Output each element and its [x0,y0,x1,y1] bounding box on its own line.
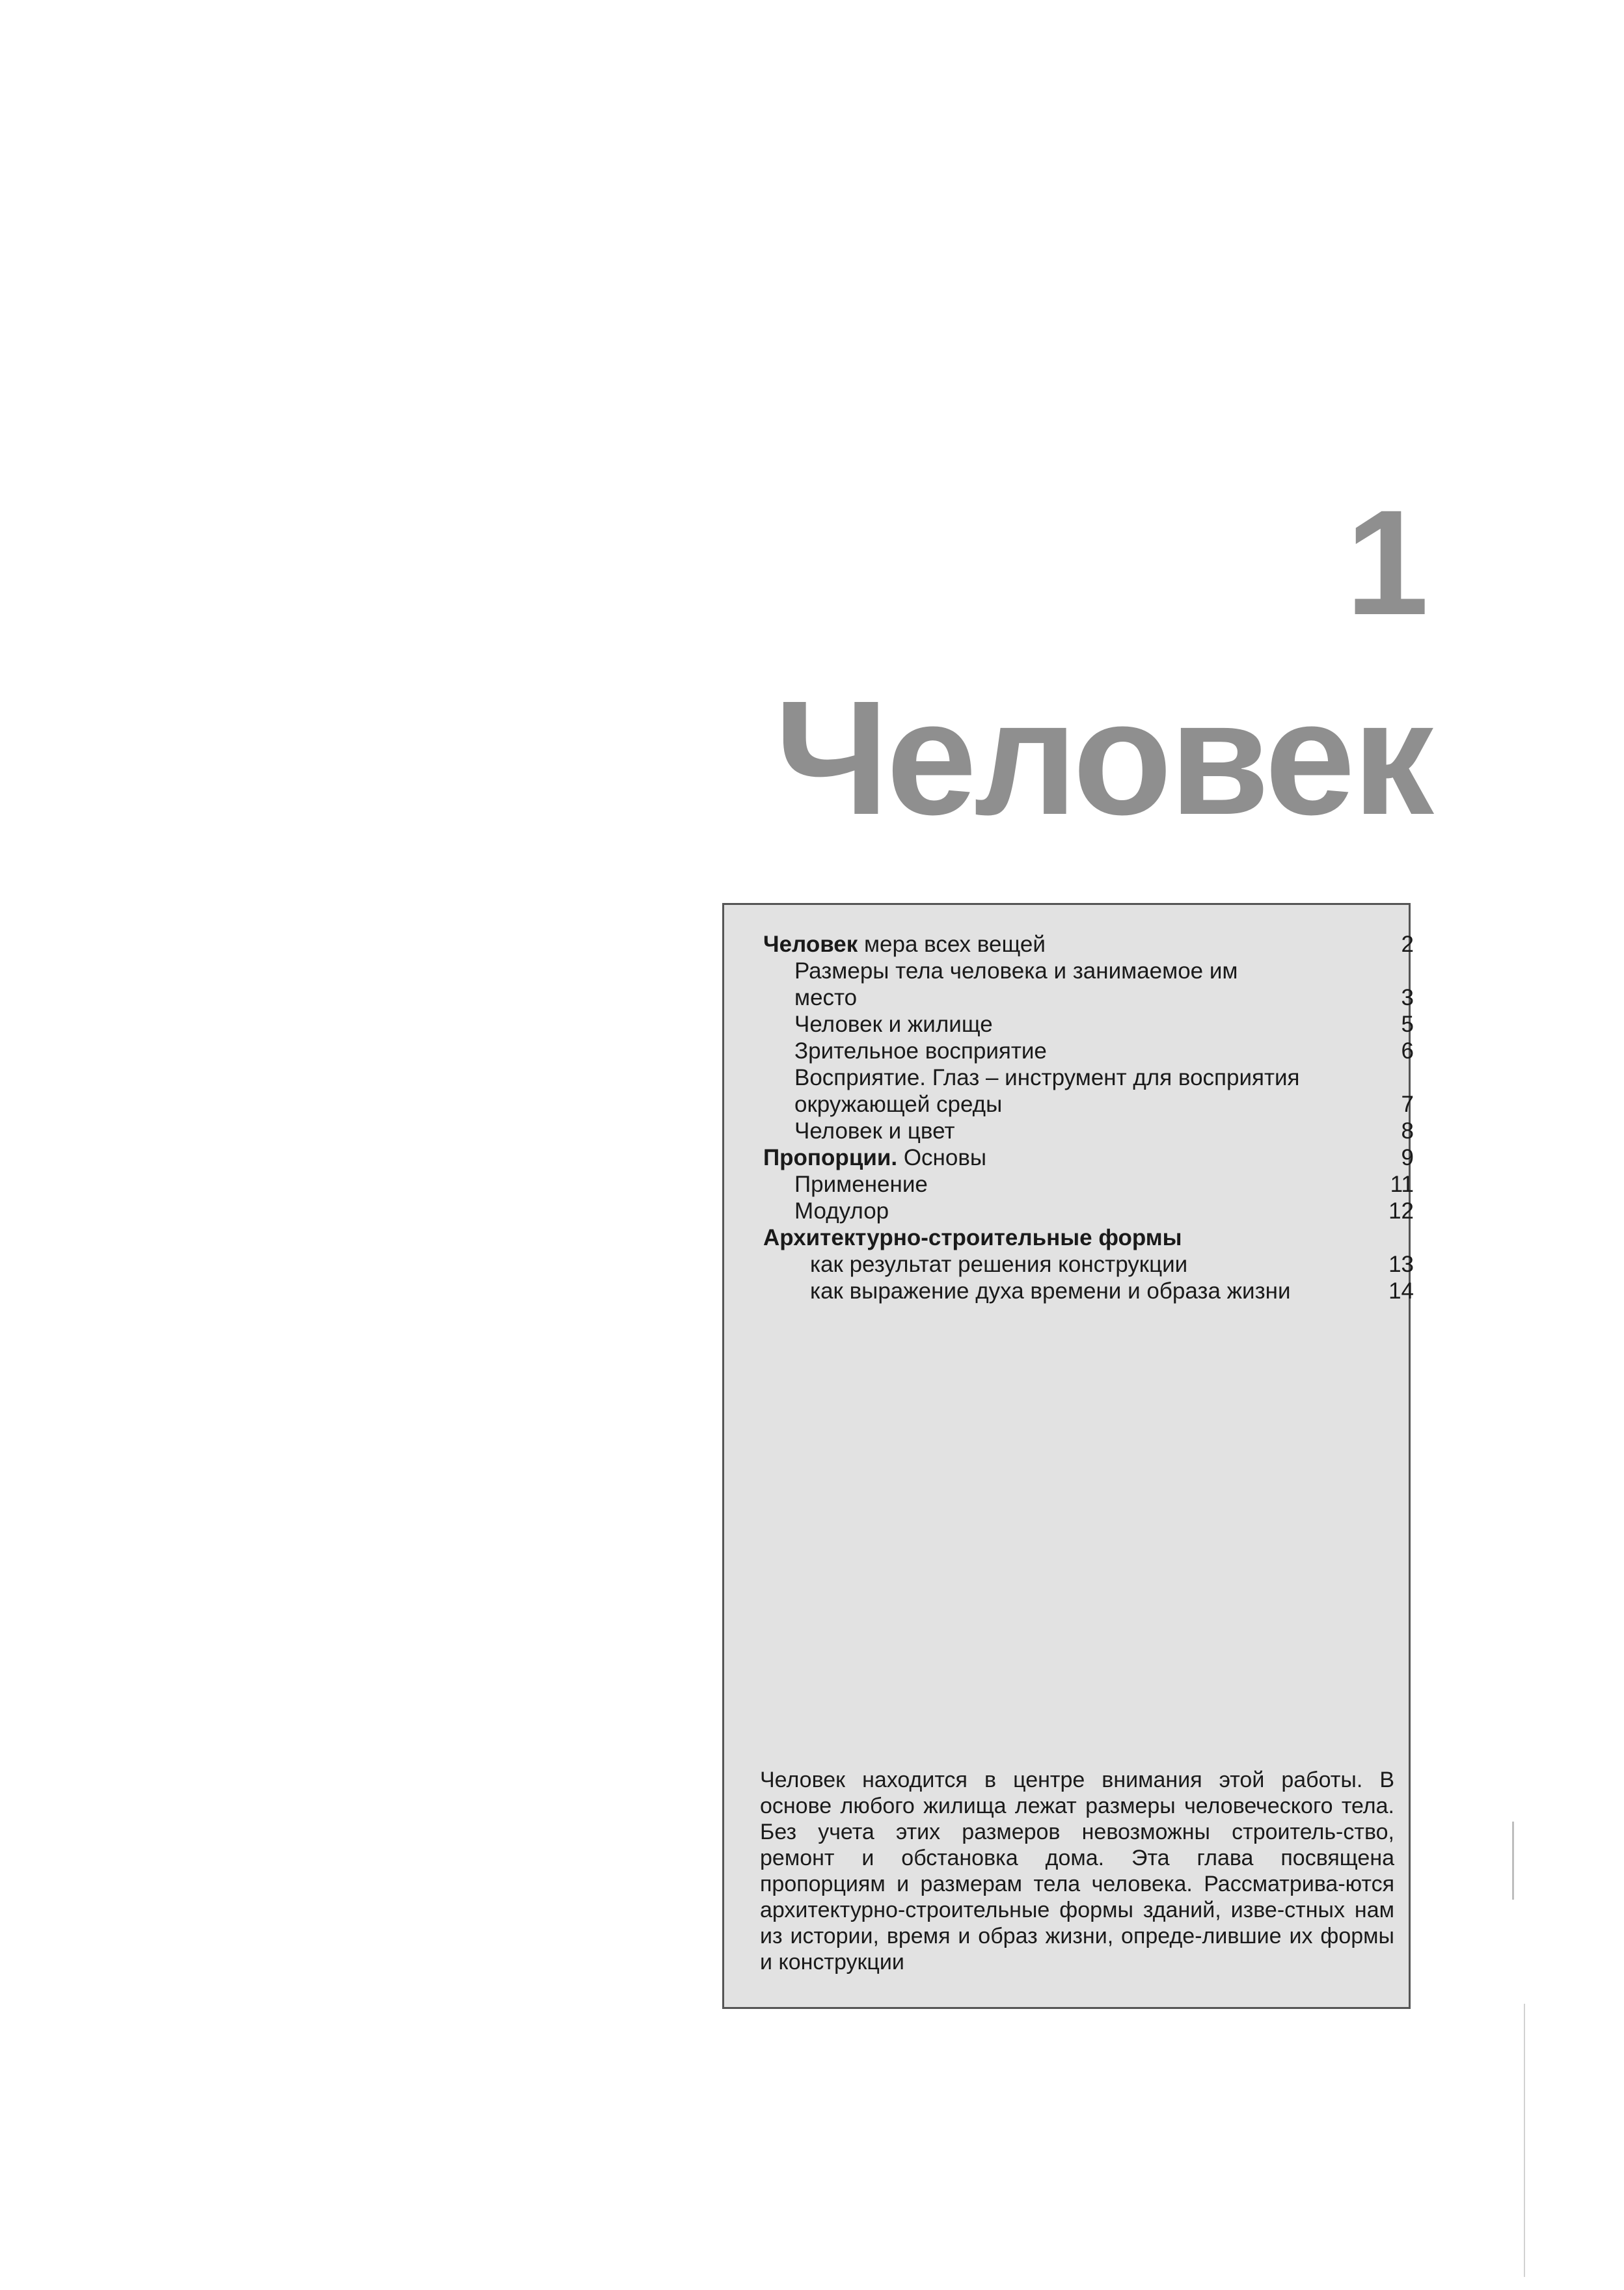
toc-entry-label: Модулор [794,1198,889,1224]
chapter-intro-paragraph: Человек находится в центре внимания этой работы. В основе любого жилища лежат размеры человеческого тела. Без учета этих размеров невозможны строитель-ство, ремонт и обстановка дома. Эта глава посвящена пропорциям и размерам тела человека. Рассматрива-ются архитектурно-строительные формы зданий, изве-стных нам из истории, время и образ жизни, опреде-лившие их формы и конструкции [760,1768,1394,1974]
toc-page-number: 8 [1401,1118,1414,1144]
toc-page-number: 11 [1390,1172,1414,1197]
toc-entry [763,1064,1414,1091]
toc-page-number: 2 [1401,932,1414,957]
toc-entry [763,1118,1414,1144]
toc-heading: Архитектурно-строительные формы [763,1225,1182,1250]
toc-entry-label: Зрительное восприятие [794,1038,1047,1064]
toc-entry [763,1171,1414,1198]
toc-entry [763,1251,1414,1278]
toc-page-number: 14 [1388,1278,1414,1304]
toc-entry-label: как результат решения конструкции [810,1252,1188,1277]
toc-page-number: 5 [1401,1012,1414,1037]
toc-heading-rest: Основы [897,1145,987,1170]
toc-heading: Пропорции. [763,1145,898,1170]
toc-entry-label: место [794,985,858,1010]
contents-box [722,903,1414,2009]
toc-entry [763,1198,1414,1224]
toc-entry [763,958,1414,984]
toc-entry [763,984,1414,1011]
scan-edge-mark [1512,1822,1514,1900]
table-of-contents [763,931,1414,1304]
chapter-title: Человек [774,667,1431,848]
toc-page-number: 12 [1388,1198,1414,1224]
toc-entry [763,1011,1414,1038]
toc-page-number: 13 [1388,1252,1414,1277]
toc-entry [763,1144,1414,1171]
toc-entry [763,931,1414,958]
toc-entry-label: Применение [794,1172,928,1197]
toc-heading: Человек [763,932,858,957]
toc-entry-label: Человек и цвет [794,1118,955,1144]
toc-entry-label: окружающей среды [794,1092,1003,1117]
toc-entry-label: Восприятие. Глаз – инструмент для восприятия [794,1065,1300,1090]
toc-entry [763,1278,1414,1304]
toc-entry [763,1224,1414,1251]
toc-entry [763,1038,1414,1064]
toc-page-number: 6 [1401,1038,1414,1064]
toc-entry-label: Размеры тела человека и занимаемое им [794,958,1238,984]
toc-heading-rest: мера всех вещей [858,932,1046,957]
toc-page-number: 7 [1401,1092,1414,1117]
toc-entry [763,1091,1414,1118]
toc-page-number: 3 [1401,985,1414,1010]
toc-entry-label: как выражение духа времени и образа жизни [810,1278,1291,1304]
scan-edge-mark [1524,2004,1525,2277]
chapter-number: 1 [1346,479,1429,646]
toc-page-number: 9 [1401,1145,1414,1170]
toc-entry-label: Человек и жилище [794,1012,993,1037]
